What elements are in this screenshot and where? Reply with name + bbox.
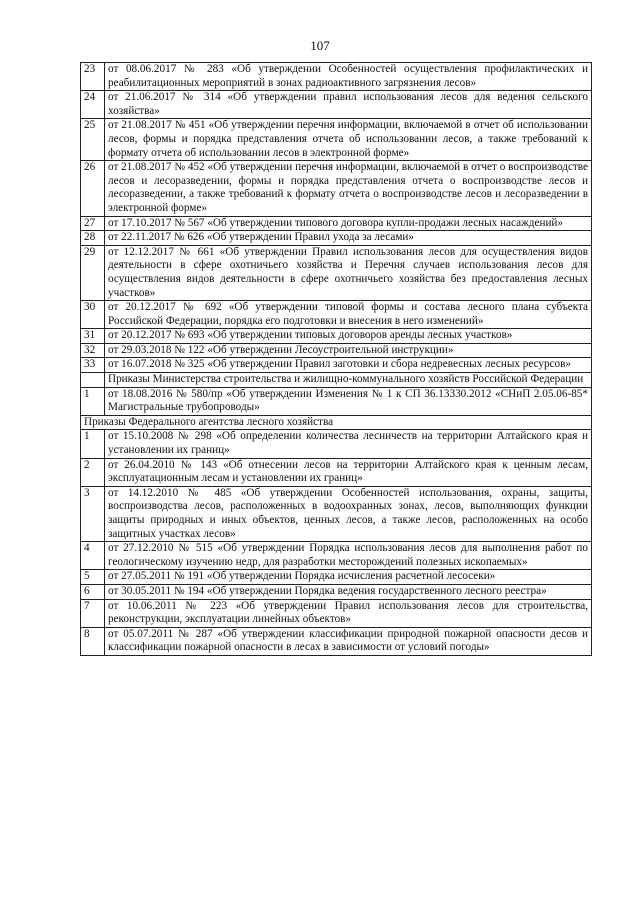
section-header-row [81,415,592,430]
row-number: 32 [81,343,105,358]
table-row [81,430,592,458]
row-text: от 30.05.2011 № 194 «Об утверждении Порядка ведения государственного лесного реестра» [105,584,592,599]
table-row [81,584,592,599]
row-number: 25 [81,119,105,161]
row-text: от 21.06.2017 № 314 «Об утверждении правил использования лесов для ведения сельского хозяйства» [105,91,592,119]
row-number: 1 [81,387,105,415]
row-text: от 29.03.2018 № 122 «Об утверждении Лесоустроительной инструкции» [105,343,592,358]
table-row [81,63,592,91]
table-row [81,216,592,231]
table-row [81,329,592,344]
table-row [81,599,592,627]
row-number: 5 [81,570,105,585]
row-number: 30 [81,301,105,329]
row-number: 27 [81,216,105,231]
table-row [81,245,592,300]
row-number: 3 [81,486,105,541]
row-number: 31 [81,329,105,344]
row-text: от 15.10.2008 № 298 «Об определении количества лесничеств на территории Алтайского края и установлении их границ» [105,430,592,458]
regulations-table [80,62,592,656]
row-number: 7 [81,599,105,627]
table-row [81,358,592,373]
row-text: от 18.08.2016 № 580/пр «Об утверждении Изменения № 1 к СП 36.13330.2012 «СНиП 2.05.06-85* Магистральные трубопроводы» [105,387,592,415]
row-number: 29 [81,245,105,300]
page-number: 107 [310,38,330,53]
row-text: от 10.06.2011 № 223 «Об утверждении Правил использования лесов для строительства, реконструкции, эксплуатации линейных объектов» [105,599,592,627]
table-row [81,542,592,570]
row-text: от 21.08.2017 № 452 «Об утверждении перечня информации, включаемой в отчет о воспроизводстве лесов и лесоразведении, формы и порядка представления отчета о воспроизводстве лесов и лесоразведении, а также требований к формату отчета о воспроизводстве лесов и лесоразведении в электронной форме» [105,161,592,216]
section-title: Приказы Федерального агентства лесного хозяйства [81,415,592,430]
row-number: 33 [81,358,105,373]
row-text: от 27.05.2011 № 191 «Об утверждении Порядка исчисления расчетной лесосеки» [105,570,592,585]
row-number: 2 [81,458,105,486]
row-text: от 12.12.2017 № 661 «Об утверждении Правил использования лесов для осуществления видов деятельности в сфере охотничьего хозяйства и Перечня случаев использования лесов для осуществления видов деятельности в сфере охотничьего хозяйства без предоставления лесных участков» [105,245,592,300]
row-text: от 26.04.2010 № 143 «Об отнесении лесов на территории Алтайского края к ценным лесам, эксплуатационным лесам и установлении их границ» [105,458,592,486]
table-row [81,119,592,161]
row-text: от 20.12.2017 № 693 «Об утверждении типовых договоров аренды лесных участков» [105,329,592,344]
row-number: 28 [81,231,105,246]
row-text: от 27.12.2010 № 515 «Об утверждении Порядка использования лесов для выполнения работ по геологическому изучению недр, для разработки месторождений полезных ископаемых» [105,542,592,570]
row-text: от 16.07.2018 № 325 «Об утверждении Правил заготовки и сбора недревесных лесных ресурсов» [105,358,592,373]
table-row [81,343,592,358]
row-text: от 14.12.2010 № 485 «Об утверждении Особенностей использования, охраны, защиты, воспроизводства лесов, расположенных в водоохранных зонах, лесов, выполняющих функции защиты природных и иных объектов, ценных лесов, а также лесов, расположенных на особо защитных участках лесов» [105,486,592,541]
table-row [81,161,592,216]
row-text: от 21.08.2017 № 451 «Об утверждении перечня информации, включаемой в отчет об использовании лесов, формы и порядка представления отчета об использовании лесов, а также требований к формату отчета об использовании лесов в электронной форме» [105,119,592,161]
table-row [81,387,592,415]
row-number: 6 [81,584,105,599]
table-row [81,373,592,388]
row-text: от 05.07.2011 № 287 «Об утверждении классификации природной пожарной опасности десов и классификации пожарной опасности в лесах в зависимости от условий погоды» [105,627,592,655]
row-text: Приказы Министерства строительства и жилищно-коммунального хозяйств Российской Федерации [105,373,592,388]
table-row [81,91,592,119]
row-text: от 08.06.2017 № 283 «Об утверждении Особенностей осуществления профилактических и реабилитационных мероприятий в зонах радиоактивного загрязнения лесов» [105,63,592,91]
row-number: 26 [81,161,105,216]
table-row [81,301,592,329]
row-number: 8 [81,627,105,655]
row-number [81,373,105,388]
row-text: от 22.11.2017 № 626 «Об утверждении Правил ухода за лесами» [105,231,592,246]
row-text: от 20.12.2017 № 692 «Об утверждении типовой формы и состава лесного плана субъекта Российской Федерации, порядка его подготовки и внесения в него изменений» [105,301,592,329]
table-row [81,231,592,246]
row-number: 23 [81,63,105,91]
table-row [81,627,592,655]
row-text: от 17.10.2017 № 567 «Об утверждении типового договора купли-продажи лесных насаждений» [105,216,592,231]
row-number: 24 [81,91,105,119]
row-number: 1 [81,430,105,458]
table-row [81,486,592,541]
table-row [81,458,592,486]
table-row [81,570,592,585]
row-number: 4 [81,542,105,570]
